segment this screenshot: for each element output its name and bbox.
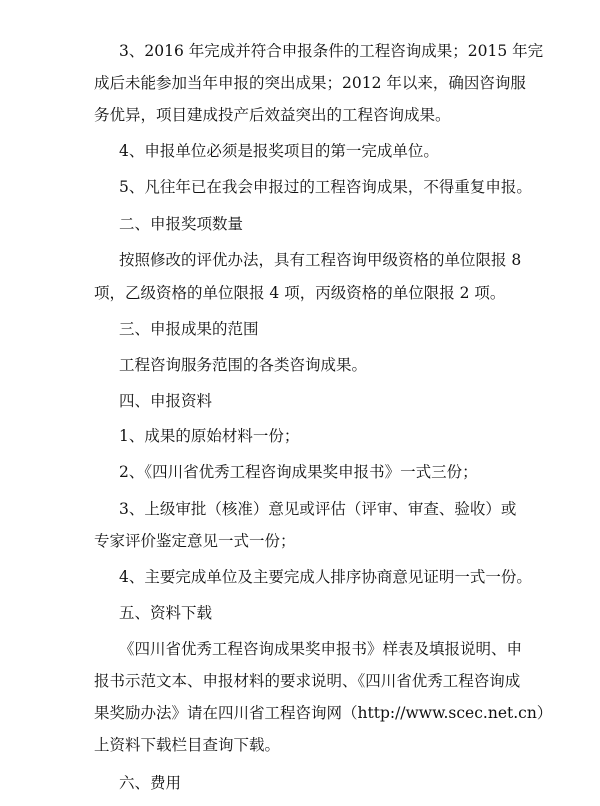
text-line: 3、2016 年完成并符合申报条件的工程咨询成果；2015 年完 <box>119 42 544 60</box>
section-heading: 三、申报成果的范围 <box>119 320 259 338</box>
text-line: 专家评价鉴定意见一式一份； <box>94 532 296 550</box>
section-heading: 二、申报奖项数量 <box>119 215 244 233</box>
text-line: 项，乙级资格的单位限报 4 项，丙级资格的单位限报 2 项。 <box>94 284 506 302</box>
section-heading: 六、费用 <box>119 774 182 792</box>
text-line: 务优异，项目建成投产后效益突出的工程咨询成果。 <box>94 106 451 124</box>
text-line: 3、上级审批（核准）意见或评估（评审、审查、验收）或 <box>119 500 517 518</box>
text-line: 4、申报单位必须是报奖项目的第一完成单位。 <box>119 142 439 160</box>
text-line: 5、凡往年已在我会申报过的工程咨询成果，不得重复申报。 <box>119 178 532 196</box>
text-line: 1、成果的原始材料一份； <box>119 427 300 445</box>
text-line: 按照修改的评优办法，具有工程咨询甲级资格的单位限报 8 <box>119 251 522 269</box>
text-line: 成后未能参加当年申报的突出成果；2012 年以来，确因咨询服 <box>94 74 526 92</box>
text-line: 4、主要完成单位及主要完成人排序协商意见证明一式一份。 <box>119 568 532 586</box>
text-line: 上资料下载栏目查询下载。 <box>94 736 281 754</box>
text-line: 《四川省优秀工程咨询成果奖申报书》样表及填报说明、申 <box>119 640 523 658</box>
section-heading: 四、申报资料 <box>119 392 213 410</box>
text-line: 工程咨询服务范围的各类咨询成果。 <box>119 356 368 374</box>
text-line: 报书示范文本、申报材料的要求说明、《四川省优秀工程咨询成 <box>94 672 521 690</box>
section-heading: 五、资料下载 <box>119 604 213 622</box>
text-line: 2、《四川省优秀工程咨询成果奖申报书》一式三份； <box>119 463 478 481</box>
text-line: 果奖励办法》请在四川省工程咨询网（http://www.scec.net.cn） <box>94 704 553 722</box>
